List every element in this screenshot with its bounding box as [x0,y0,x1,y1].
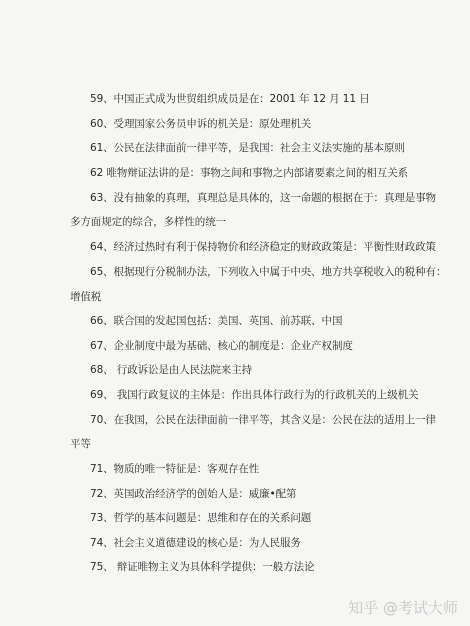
question-60: 60、受理国家公务员申诉的机关是：原处理机关 [90,118,312,130]
question-66: 66、联合国的发起国包括：美国、英国、前苏联、中国 [90,315,343,327]
question-73: 73、哲学的基本问题是：思维和存在的关系问题 [90,512,312,524]
zhihu-watermark: 知乎 @考试大师 [348,599,458,617]
question-75: 75、 辩证唯物主义为具体科学提供：一般方法论 [90,561,315,573]
question-71: 71、物质的唯一特征是：客观存在性 [90,463,260,475]
question-70-continued: 平等 [70,438,91,450]
question-70: 70、在我国，公民在法律面前一律平等，其含义是：公民在法的适用上一律 [90,414,436,426]
question-61: 61、公民在法律面前一律平等，是我国：社会主义法实施的基本原则 [90,142,405,154]
question-72: 72、英国政治经济学的创始人是：威廉•配第 [90,488,297,500]
question-63: 63、没有抽象的真理，真理总是具体的，这一命题的根据在于：真理是事物 [90,192,436,204]
question-74: 74、社会主义道德建设的核心是：为人民服务 [90,537,301,549]
question-69: 69、 我国行政复议的主体是：作出具体行政行为的行政机关的上级机关 [90,389,419,401]
question-68: 68、 行政诉讼是由人民法院来主持 [90,364,252,376]
question-65-continued: 增值税 [70,291,102,303]
question-63-continued: 多方面规定的综合，多样性的统一 [70,216,226,228]
question-59: 59、中国正式成为世贸组织成员是在：2001 年 12 月 11 日 [90,93,370,105]
question-65: 65、根据现行分税制办法，下列收入中属于中央、地方共享税收入的税种有： [90,266,447,278]
question-67: 67、企业制度中最为基础、核心的制度是：企业产权制度 [90,340,353,352]
question-64: 64、经济过热时有利于保持物价和经济稳定的财政政策是：平衡性财政政策 [90,241,436,253]
question-62: 62 唯物辩证法讲的是：事物之间和事物之内部诸要素之间的相互关系 [90,167,408,179]
